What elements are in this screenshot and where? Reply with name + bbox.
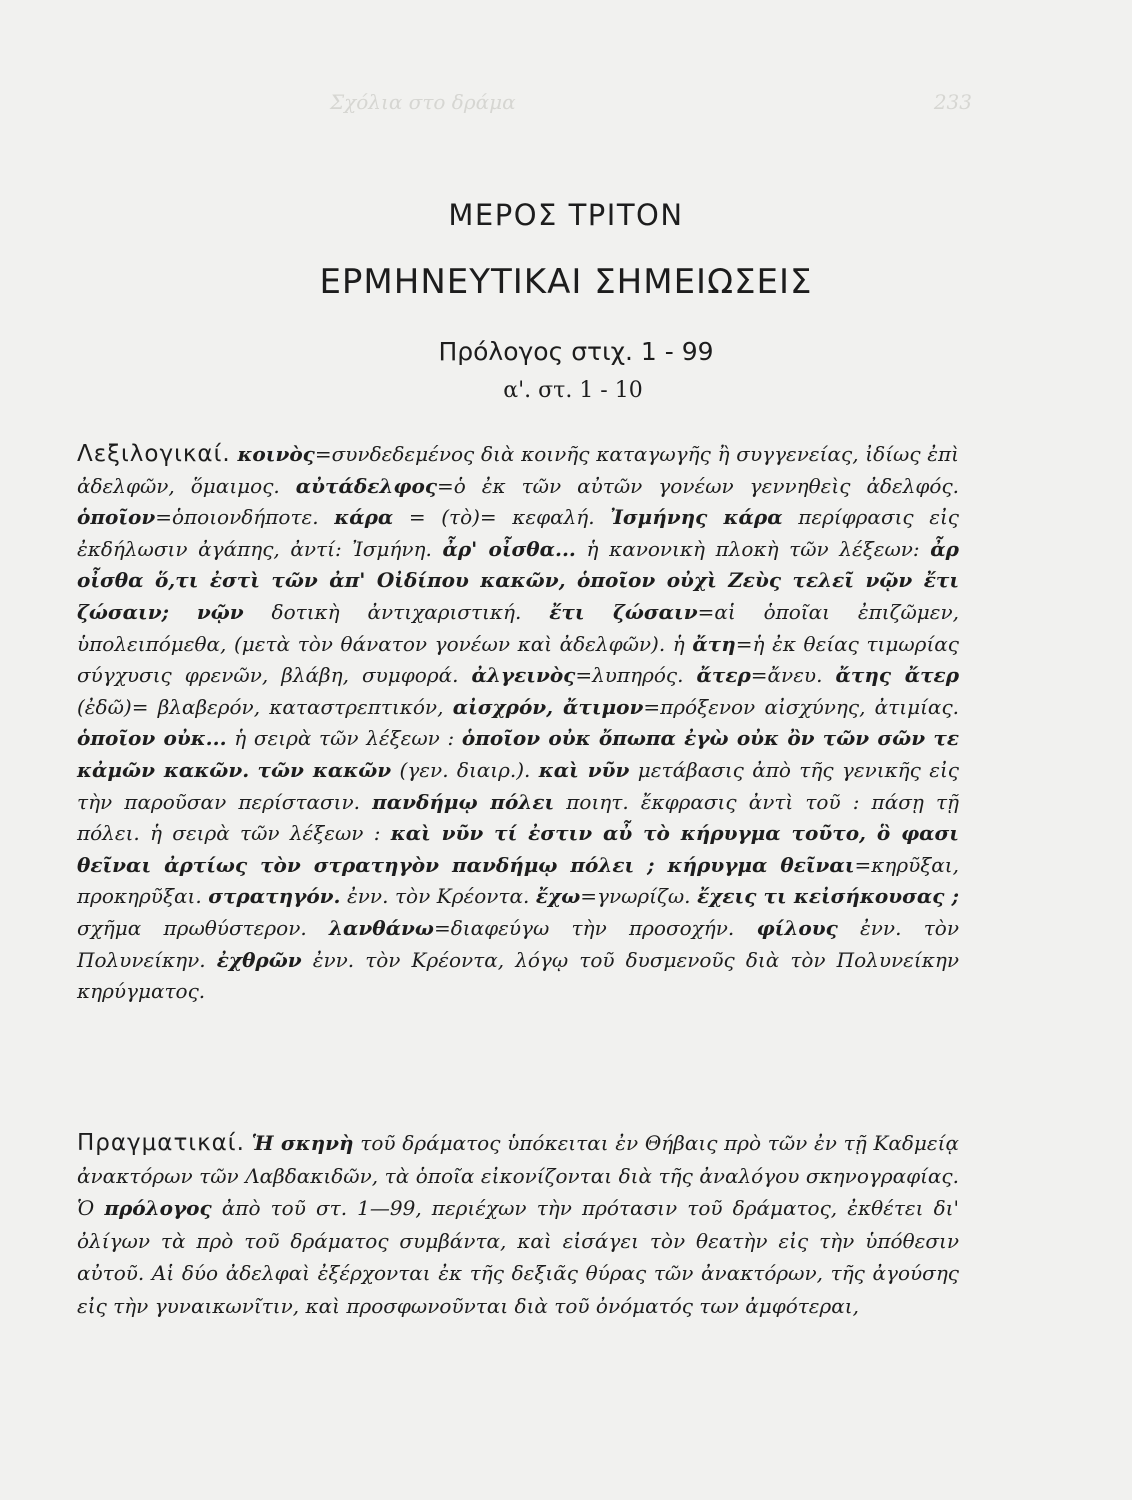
lemma-term: ἀλγεινὸς	[471, 663, 576, 688]
lemma-term: κάρα	[334, 505, 394, 530]
gloss-text: ποιητ. ἔκφρασις ἀντὶ τοῦ : πάσῃ τῇ πόλει. ἡ σειρὰ τῶν λέξεων :	[77, 789, 959, 846]
lemma-term: ὁποῖον οὐκ ὄπωπα ἐγὼ οὐκ ὂν τῶν σῶν τε κἀμῶν κακῶν.	[77, 726, 959, 782]
lemma-term: ὁποῖον	[77, 505, 156, 530]
bleed-through-header	[330, 90, 972, 114]
factual-notes-paragraph	[77, 1127, 959, 1323]
gloss-text: μετάβασις ἀπὸ τῆς γενικῆς εἰς τὴν παροῦσαν περίστασιν.	[77, 757, 960, 814]
gloss-text: σχῆμα πρωθύστερον.	[77, 915, 329, 940]
lemma-term: ἄτη	[692, 631, 736, 656]
lemma-term: ἆρ οἶσθα ὅ,τι ἐστὶ τῶν ἀπ' Οἰδίπου κακῶν, ὁποῖον οὐχὶ Ζεὺς τελεῖ νῷν ἔτι ζώσαιν;	[77, 536, 959, 624]
gloss-text: (γεν. διαιρ.).	[391, 757, 539, 782]
lemma-term: ἔτι ζώσαιν	[549, 599, 698, 624]
gloss-text: περίφρασις εἰς ἐκδήλωσιν ἀγάπης, ἀντί: Ἰσμήνη.	[77, 505, 959, 561]
lemma-term: ἐχθρῶν	[216, 947, 302, 972]
gloss-text: =πρόξενον αἰσχύνης, ἀτιμίας.	[643, 694, 959, 719]
bleed-through-page-number: 233	[933, 90, 972, 114]
lemma-term: ἔχεις τι κεἰσήκουσας ;	[697, 884, 959, 909]
lemma-term: φίλους	[756, 915, 838, 940]
gloss-text: ἡ κανονικὴ πλοκὴ τῶν λέξεων:	[575, 536, 931, 561]
gloss-text: =ἡ ἐκ θείας τιμωρίας σύγχυσις φρενῶν, βλάβη, συμφορά.	[77, 631, 959, 688]
lemma-term: λανθάνω	[329, 915, 434, 940]
lemma-term: αὐτάδελφος	[295, 473, 437, 498]
gloss-text: τοῦ δράματος ὑπόκειται ἐν Θήβαις πρὸ τῶν ἐν τῇ Καδμείᾳ ἀνακτόρων τῶν Λαβδακιδῶν, τὰ ὁποῖα εἰκονίζονται διὰ τῆς ἀναλόγου σκηνογραφίας. Ὁ	[77, 1131, 960, 1221]
gloss-text: = (τὸ)= κεφαλή.	[393, 505, 611, 530]
gloss-text: =κηρῦξαι, προκηρῦξαι.	[77, 852, 959, 909]
lemma-term: πανδήμῳ πόλει	[372, 789, 555, 814]
gloss-text	[245, 1131, 252, 1155]
factual-notes-body	[77, 1131, 959, 1318]
lexical-heading: Λεξιλογικαί.	[77, 441, 231, 467]
page-title: ΕΡΜΗΝΕΥΤΙΚΑΙ ΣΗΜΕΙΩΣΕΙΣ	[319, 262, 813, 302]
bleed-through-title: Σχόλια στο δράμα	[330, 90, 516, 114]
lemma-term: κοινὸς	[237, 442, 315, 466]
gloss-text: =ἄνευ.	[750, 663, 836, 688]
lemma-term: ἄτερ	[696, 663, 751, 688]
gloss-text: =αἱ ὁποῖαι ἐπιζῶμεν, ὑπολειπόμεθα, (μετὰ τὸν θάνατον γονέων καὶ ἀδελφῶν). ἡ	[77, 599, 960, 656]
gloss-text: (ἐδῶ)= βλαβερόν, καταστρεπτικόν,	[77, 694, 453, 719]
lemma-term: Ἡ σκηνὴ	[251, 1131, 354, 1155]
gloss-text: =ὁποιονδήποτε.	[155, 505, 335, 530]
gloss-text: =γνωρίζω.	[580, 884, 698, 909]
gloss-text: =διαφεύγω τὴν προσοχήν.	[433, 915, 757, 940]
gloss-text: =ὁ ἐκ τῶν αὐτῶν γονέων γεννηθεὶς ἀδελφός.	[437, 473, 960, 498]
lemma-term: καὶ νῦν τί ἐστιν αὖ τὸ κήρυγμα τοῦτο, ὃ φασι θεῖναι ἀρτίως τὸν στρατηγὸν πανδήμῳ πόλει ; κήρυγμα θεῖναι	[77, 821, 959, 877]
gloss-text: ἡ σειρὰ τῶν λέξεων :	[226, 726, 462, 751]
lemma-term: αἰσχρόν, ἄτιμον	[452, 694, 644, 719]
section-subtitle: Πρόλογος στιχ. 1 - 99	[438, 337, 714, 366]
gloss-text: ἐνν. τὸν Πολυνείκην.	[77, 915, 959, 972]
lexical-notes-body	[77, 442, 959, 1003]
gloss-text: ἐνν. τὸν Κρέοντα.	[340, 884, 536, 909]
gloss-text: ἀπὸ τοῦ στ. 1—99, περιέχων τὴν πρότασιν τοῦ δράματος, ἐκθέτει δι' ὀλίγων τὰ πρὸ τοῦ δράματος συμβάντα, καὶ εἰσάγει τὸν θεατὴν εἰς τὴν ὑπόθεσιν αὐτοῦ. Αἱ δύο ἀδελφαὶ ἐξέρχονται ἐκ τῆς δεξιᾶς θύρας τῶν ἀνακτόρων, τῆς ἀγούσης εἰς τὴν γυναικωνῖτιν, καὶ προσφωνοῦνται διὰ τοῦ ὀνόματός των ἀμφότεραι,	[77, 1196, 960, 1318]
lemma-term: ἄτης ἄτερ	[835, 663, 960, 688]
lemma-term: ἆρ' οἶσθα...	[442, 536, 576, 561]
lemma-term: ὁποῖον οὐκ...	[77, 726, 227, 751]
lemma-term: τῶν κακῶν	[257, 757, 392, 782]
factual-heading: Πραγματικαί.	[77, 1130, 245, 1156]
lemma-term: νῷν	[196, 599, 244, 624]
lemma-term: ἔχω	[535, 884, 581, 909]
lemma-term: πρόλογος	[104, 1196, 212, 1221]
part-heading: ΜΕΡΟΣ ΤΡΙΤΟΝ	[448, 198, 684, 232]
gloss-text	[249, 758, 257, 782]
lexical-notes-paragraph	[77, 439, 959, 1008]
gloss-text: ἐνν. τὸν Κρέοντα, λόγῳ τοῦ δυσμενοῦς διὰ τὸν Πολυνείκην κηρύγματος.	[77, 947, 959, 1004]
lemma-term: καὶ νῦν	[538, 757, 630, 782]
gloss-text	[169, 600, 197, 624]
gloss-text: =συνδεδεμένος διὰ κοινῆς καταγωγῆς ἢ συγγενείας, ἰδίως ἐπὶ ἀδελφῶν, ὅμαιμος.	[77, 442, 960, 498]
gloss-text: =λυπηρός.	[575, 663, 697, 688]
verse-range: α'. στ. 1 - 10	[503, 378, 643, 403]
lemma-term: στρατηγόν.	[208, 884, 341, 909]
lemma-term: Ἰσμήνης κάρα	[610, 505, 783, 530]
gloss-text: δοτικὴ ἀντιχαριστική.	[243, 599, 550, 624]
